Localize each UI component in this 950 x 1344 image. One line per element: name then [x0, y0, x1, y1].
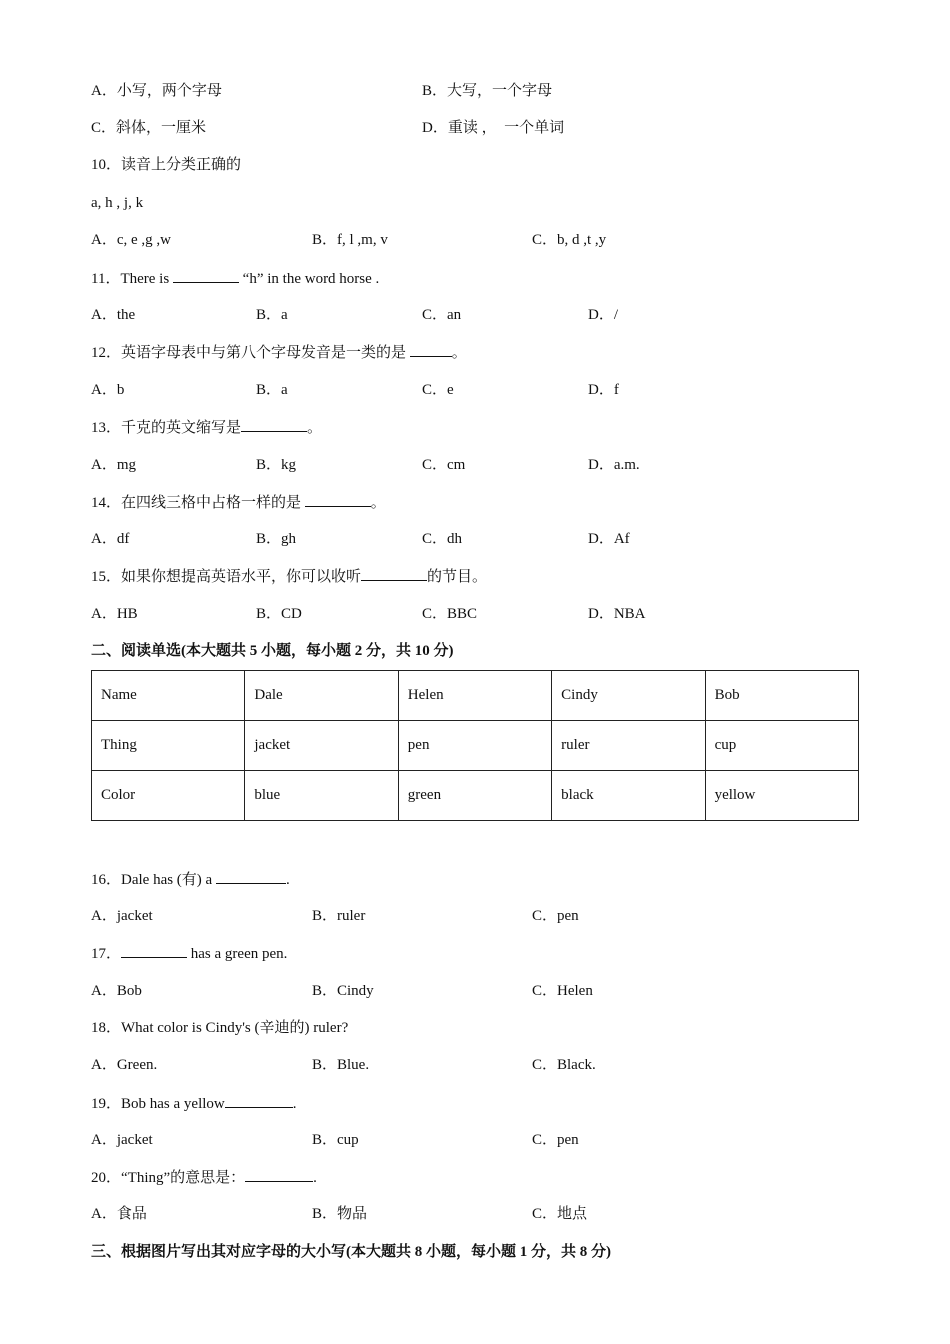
q13-option-d[interactable]: D．a.m. — [588, 457, 640, 473]
table-cell: Cindy — [552, 671, 705, 721]
q20-option-c[interactable]: C．地点 — [532, 1206, 588, 1222]
q18-stem: 18．What color is Cindy's (辛迪的) ruler? — [91, 1020, 349, 1036]
q12-option-b[interactable]: B．a — [256, 382, 288, 398]
table-cell: green — [398, 771, 551, 821]
q19-option-c[interactable]: C．pen — [532, 1132, 579, 1148]
table-row — [92, 771, 859, 821]
q11-option-c[interactable]: C．an — [422, 307, 462, 323]
q9-option-b[interactable]: B．大写，一个字母 — [422, 83, 553, 99]
q12-stem-prefix: 12．英语字母表中与第八个字母发音是一类的是 — [91, 345, 410, 361]
q13-answer-blank — [241, 417, 307, 432]
q14-option-d[interactable]: D．Af — [588, 531, 630, 547]
q19-option-b[interactable]: B．cup — [312, 1132, 359, 1148]
q12-answer-blank — [410, 342, 452, 357]
q10-stem: 10．读音上分类正确的 — [91, 157, 242, 173]
q17-stem-suffix: has a green pen. — [187, 946, 288, 962]
q11-stem-suffix: “h” in the word horse . — [238, 271, 380, 287]
q18-option-a[interactable]: A．Green. — [91, 1057, 158, 1073]
q10-given-letters: a, h , j, k — [91, 195, 144, 211]
q20-stem-suffix: . — [313, 1170, 317, 1186]
q11-option-a[interactable]: A．the — [91, 307, 136, 323]
q14-option-c[interactable]: C．dh — [422, 531, 463, 547]
q13-option-c[interactable]: C．cm — [422, 457, 466, 473]
section2-heading: 二、阅读单选(本大题共 5 小题，每小题 2 分，共 10 分) — [91, 643, 454, 659]
table-cell: cup — [705, 721, 858, 771]
q9-option-a[interactable]: A．小写，两个字母 — [91, 83, 222, 99]
table-cell: Dale — [245, 671, 398, 721]
q20-stem — [91, 1167, 317, 1188]
q16-stem-prefix: 16．Dale has (有) a — [91, 872, 216, 888]
q10-option-b[interactable]: B．f, l ,m, v — [312, 232, 388, 248]
q13-stem-prefix: 13．千克的英文缩写是 — [91, 420, 242, 436]
q14-option-b[interactable]: B．gh — [256, 531, 297, 547]
info-table — [91, 670, 859, 821]
q15-option-c[interactable]: C．BBC — [422, 606, 478, 622]
table-cell: Name — [92, 671, 245, 721]
q11-answer-blank — [173, 268, 239, 283]
q10-option-a[interactable]: A．c, e ,g ,w — [91, 232, 171, 248]
q17-stem-prefix: 17． — [91, 946, 122, 962]
q15-option-d[interactable]: D．NBA — [588, 606, 646, 622]
q16-stem-suffix: . — [285, 872, 290, 888]
q14-stem — [91, 492, 386, 513]
q9-option-c[interactable]: C．斜体，一厘米 — [91, 120, 207, 136]
q15-option-a[interactable]: A．HB — [91, 606, 138, 622]
q11-stem-prefix: 11．There is — [91, 271, 173, 287]
q16-option-a[interactable]: A．jacket — [91, 908, 153, 924]
q17-answer-blank — [121, 943, 187, 958]
table-cell: jacket — [245, 721, 398, 771]
q12-option-c[interactable]: C．e — [422, 382, 454, 398]
table-cell: Color — [92, 771, 245, 821]
q12-stem-suffix: 。 — [451, 345, 467, 361]
section3-heading: 三、根据图片写出其对应字母的大小写(本大题共 8 小题，每小题 1 分，共 8 分) — [91, 1244, 611, 1260]
table-row — [92, 671, 859, 721]
q11-option-d[interactable]: D．/ — [588, 307, 619, 323]
q13-stem — [91, 417, 322, 438]
q19-stem-prefix: 19．Bob has a yellow — [91, 1096, 225, 1112]
q16-answer-blank — [216, 869, 286, 884]
q18-option-c[interactable]: C．Black. — [532, 1057, 596, 1073]
q15-option-b[interactable]: B．CD — [256, 606, 302, 622]
q14-stem-prefix: 14．在四线三格中占格一样的是 — [91, 495, 305, 511]
q12-option-a[interactable]: A．b — [91, 382, 125, 398]
table-cell: ruler — [552, 721, 705, 771]
table-cell: Thing — [92, 721, 245, 771]
q13-option-b[interactable]: B．kg — [256, 457, 297, 473]
q17-option-b[interactable]: B．Cindy — [312, 983, 374, 999]
q19-answer-blank — [225, 1093, 293, 1108]
q16-option-c[interactable]: C．pen — [532, 908, 579, 924]
q12-stem — [91, 342, 467, 363]
q15-stem-suffix: 的节目。 — [427, 569, 488, 585]
q17-stem — [91, 943, 287, 964]
table-cell: pen — [398, 721, 551, 771]
q15-answer-blank — [361, 566, 427, 581]
q17-option-a[interactable]: A．Bob — [91, 983, 142, 999]
q14-answer-blank — [305, 492, 371, 507]
q20-option-a[interactable]: A．食品 — [91, 1206, 147, 1222]
q19-stem-suffix: . — [292, 1096, 297, 1112]
q20-option-b[interactable]: B．物品 — [312, 1206, 368, 1222]
q16-option-b[interactable]: B．ruler — [312, 908, 366, 924]
q10-option-c[interactable]: C．b, d ,t ,y — [532, 232, 607, 248]
q12-option-d[interactable]: D．f — [588, 382, 619, 398]
q13-stem-suffix: 。 — [307, 420, 323, 436]
q14-option-a[interactable]: A．df — [91, 531, 130, 547]
q13-option-a[interactable]: A．mg — [91, 457, 137, 473]
q20-answer-blank — [245, 1167, 313, 1182]
table-cell: Helen — [398, 671, 551, 721]
q16-stem — [91, 869, 290, 890]
q18-option-b[interactable]: B．Blue. — [312, 1057, 370, 1073]
q17-option-c[interactable]: C．Helen — [532, 983, 593, 999]
q19-stem — [91, 1093, 296, 1114]
q11-stem — [91, 268, 379, 289]
q9-option-d[interactable]: D．重读 ， 一个单词 — [422, 120, 565, 136]
table-cell: black — [552, 771, 705, 821]
table-cell: Bob — [705, 671, 858, 721]
table-row — [92, 721, 859, 771]
q15-stem-prefix: 15．如果你想提高英语水平，你可以收听 — [91, 569, 362, 585]
table-cell: yellow — [705, 771, 858, 821]
q19-option-a[interactable]: A．jacket — [91, 1132, 153, 1148]
q15-stem — [91, 566, 487, 587]
table-cell: blue — [245, 771, 398, 821]
q20-stem-prefix: 20．“Thing”的意思是： — [91, 1170, 246, 1186]
q14-stem-suffix: 。 — [370, 495, 386, 511]
q11-option-b[interactable]: B．a — [256, 307, 288, 323]
